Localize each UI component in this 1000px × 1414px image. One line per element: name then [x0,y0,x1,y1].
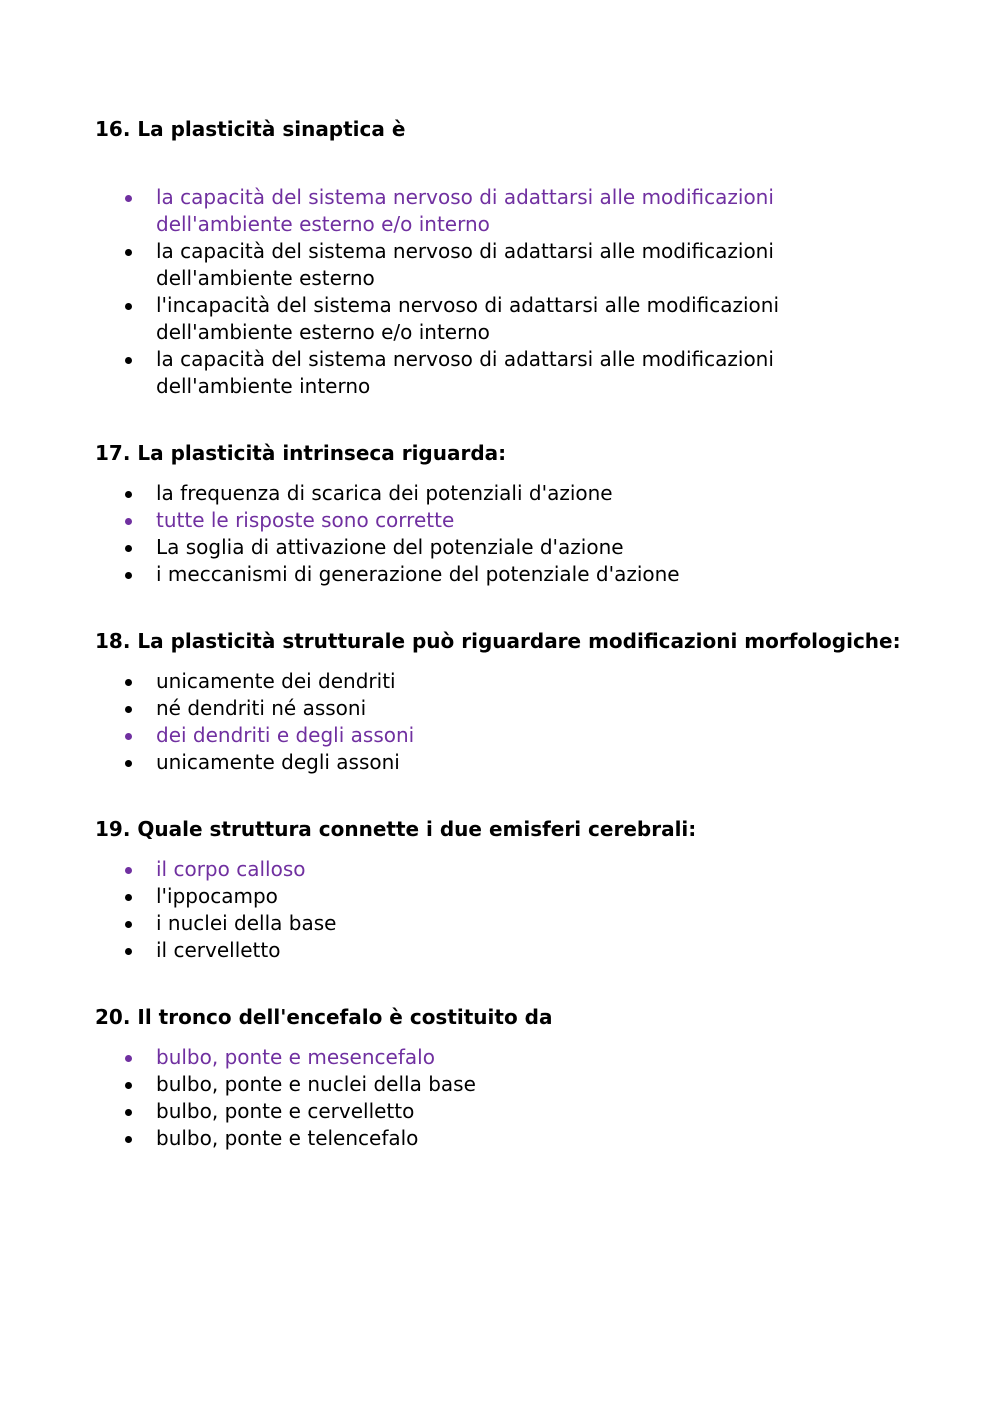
answer-option: i nuclei della base [95,910,915,937]
answer-list [95,184,915,400]
answer-option: La soglia di attivazione del potenziale d'azione [95,534,915,561]
answer-option: né dendriti né assoni [95,695,915,722]
answer-list [95,480,915,588]
answer-option: bulbo, ponte e telencefalo [95,1125,915,1152]
answer-list [95,1044,915,1152]
answer-option: la capacità del sistema nervoso di adattarsi alle modificazioni dell'ambiente interno [95,346,915,400]
answer-option: la frequenza di scarica dei potenziali d'azione [95,480,915,507]
question-20 [95,1004,915,1152]
answer-option: l'ippocampo [95,883,915,910]
answer-option: la capacità del sistema nervoso di adattarsi alle modificazioni dell'ambiente esterno [95,238,915,292]
answer-option-correct: la capacità del sistema nervoso di adattarsi alle modificazioni dell'ambiente esterno e/o interno [95,184,915,238]
question-title: 19. Quale struttura connette i due emisferi cerebrali: [95,817,697,841]
answer-option: l'incapacità del sistema nervoso di adattarsi alle modificazioni dell'ambiente esterno e/o interno [95,292,915,346]
answer-option: i meccanismi di generazione del potenziale d'azione [95,561,915,588]
question-17 [95,440,915,588]
answer-list [95,856,915,964]
question-18 [95,628,915,776]
question-title: 18. La plasticità strutturale può riguardare modificazioni morfologiche: [95,629,901,653]
answer-option: bulbo, ponte e nuclei della base [95,1071,915,1098]
answer-option-correct: tutte le risposte sono corrette [95,507,915,534]
quiz-page [95,116,915,1152]
question-title: 20. Il tronco dell'encefalo è costituito da [95,1005,553,1029]
answer-option: il cervelletto [95,937,915,964]
answer-list [95,668,915,776]
answer-option: unicamente degli assoni [95,749,915,776]
question-19 [95,816,915,964]
answer-option: unicamente dei dendriti [95,668,915,695]
question-16 [95,116,915,400]
answer-option-correct: il corpo calloso [95,856,915,883]
answer-option-correct: dei dendriti e degli assoni [95,722,915,749]
answer-option-correct: bulbo, ponte e mesencefalo [95,1044,915,1071]
question-title: 17. La plasticità intrinseca riguarda: [95,441,507,465]
answer-option: bulbo, ponte e cervelletto [95,1098,915,1125]
question-title: 16. La plasticità sinaptica è [95,117,406,141]
